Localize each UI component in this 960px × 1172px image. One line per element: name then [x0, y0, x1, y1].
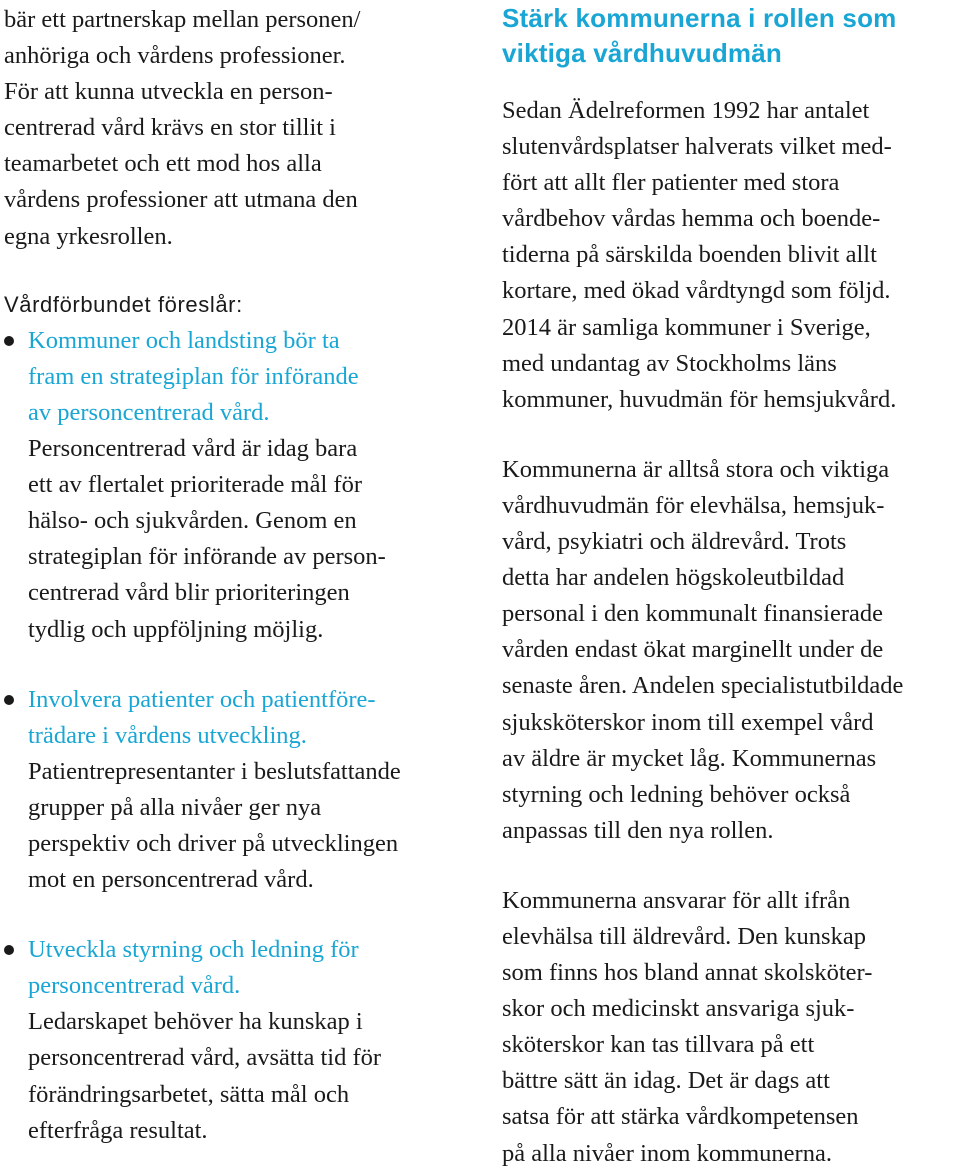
text-line: som finns hos bland annat skolsköter- [502, 959, 873, 987]
text-line: styrning och ledning behöver också [502, 780, 851, 808]
text-line: Sedan Ädelreformen 1992 har antalet [502, 97, 870, 124]
bullet-title [28, 323, 474, 431]
text-line: personal i den kommunalt finansierade [502, 600, 883, 628]
text-line: sköterskor kan tas tillvara på ett [502, 1031, 815, 1059]
text-line: satsa för att stärka vårdkompetensen [502, 1103, 859, 1131]
text-line: elevhälsa till äldrevård. Den kunskap [502, 922, 866, 950]
text-line: 2014 är samliga kommuner i Sverige, [502, 313, 871, 341]
text-line: bättre sätt än idag. Det är dags att [502, 1067, 830, 1095]
text-line: fört att allt fler patienter med stora [502, 169, 840, 197]
text-line: slutenvårdsplatser halverats vilket med- [502, 133, 892, 161]
text-line: egna yrkesrollen. [4, 222, 173, 250]
text-line: bär ett partnerskap mellan personen/ [4, 6, 361, 33]
right-column [502, 0, 958, 1172]
text-line: av personcentrerad vård. [28, 398, 270, 426]
bullet-title [28, 932, 474, 1004]
text-line: tiderna på särskilda boenden blivit allt [502, 241, 877, 269]
text-line: vården endast ökat marginellt under de [502, 636, 884, 664]
section-heading [502, 1, 958, 71]
text-line: kommuner, huvudmän för hemsjukvård. [502, 385, 897, 413]
text-line: Kommunerna ansvarar för allt ifrån [502, 886, 851, 914]
text-line: centrerad vård krävs en stor tillit i [4, 114, 336, 142]
text-line: centrerad vård blir prioriteringen [28, 579, 350, 607]
text-line: anpassas till den nya rollen. [502, 816, 774, 844]
text-line: kortare, med ökad vårdtyngd som följd. [502, 277, 891, 305]
heading-line: Stärk kommunerna i rollen som [502, 3, 897, 33]
text-line: Patientrepresentanter i beslutsfattande [28, 757, 401, 785]
bullet-body [28, 431, 474, 648]
proposal-label [4, 287, 474, 323]
text-line: vårdens professioner att utmana den [4, 186, 358, 214]
paragraph-3 [502, 883, 958, 1172]
text-line: personcentrerad vård, avsätta tid för [28, 1044, 382, 1072]
text-line: vård, psykiatri och äldrevård. Trots [502, 528, 847, 556]
text-line: detta har andelen högskoleutbildad [502, 564, 845, 592]
bullet-dot-icon [4, 945, 14, 955]
text-line: av äldre är mycket låg. Kommunernas [502, 744, 877, 772]
text-line: perspektiv och driver på utvecklingen [28, 829, 399, 857]
text-line: på alla nivåer inom kommunerna. [502, 1139, 832, 1167]
text-line: Involvera patienter och patientföre- [28, 685, 376, 713]
heading-line: viktiga vårdhuvudmän [502, 38, 782, 68]
paragraph-2 [502, 452, 958, 849]
text-line: anhöriga och vårdens professioner. [4, 42, 346, 70]
text-line: fram en strategiplan för införande [28, 362, 359, 390]
intro-paragraph [4, 2, 474, 255]
text-line: strategiplan för införande av person- [28, 543, 386, 571]
text-line: hälso- och sjukvården. Genom en [28, 507, 357, 535]
text-line: mot en personcentrerad vård. [28, 866, 314, 894]
proposal-bullet-3 [4, 932, 474, 1149]
text-line: För att kunna utveckla en person- [4, 78, 333, 106]
text-line: trädare i vårdens utveckling. [28, 721, 307, 749]
text-line: efterfråga resultat. [28, 1116, 208, 1144]
proposal-bullet-2 [4, 682, 474, 899]
bullet-title [28, 682, 474, 754]
text-line: teamarbetet och ett mod hos alla [4, 150, 322, 178]
text-line: Ledarskapet behöver ha kunskap i [28, 1008, 363, 1036]
text-line: grupper på alla nivåer ger nya [28, 793, 322, 821]
text-line: Personcentrerad vård är idag bara [28, 435, 358, 463]
text-line: Utveckla styrning och ledning för [28, 936, 359, 964]
text-line: med undantag av Stockholms läns [502, 349, 837, 377]
bullet-body [28, 754, 474, 898]
text-line: förändringsarbetet, sätta mål och [28, 1080, 350, 1108]
text-line: ett av flertalet prioriterade mål för [28, 471, 362, 499]
text-line: Kommuner och landsting bör ta [28, 326, 340, 354]
proposal-label-text: Vårdförbundet föreslår: [4, 291, 243, 317]
left-column [4, 0, 474, 1149]
bullet-dot-icon [4, 336, 14, 346]
text-line: Kommunerna är alltså stora och viktiga [502, 455, 890, 483]
text-line: vårdhuvudmän för elevhälsa, hemsjuk- [502, 491, 885, 519]
text-line: senaste åren. Andelen specialistutbildade [502, 672, 904, 700]
paragraph-1 [502, 93, 958, 418]
proposal-bullet-1 [4, 323, 474, 648]
bullet-body [28, 1004, 474, 1148]
text-line: personcentrerad vård. [28, 972, 241, 1000]
text-line: vårdbehov vårdas hemma och boende- [502, 205, 881, 233]
bullet-dot-icon [4, 695, 14, 705]
text-line: skor och medicinskt ansvariga sjuk- [502, 995, 855, 1023]
text-line: tydlig och uppföljning möjlig. [28, 615, 324, 643]
text-line: sjuksköterskor inom till exempel vård [502, 708, 874, 736]
